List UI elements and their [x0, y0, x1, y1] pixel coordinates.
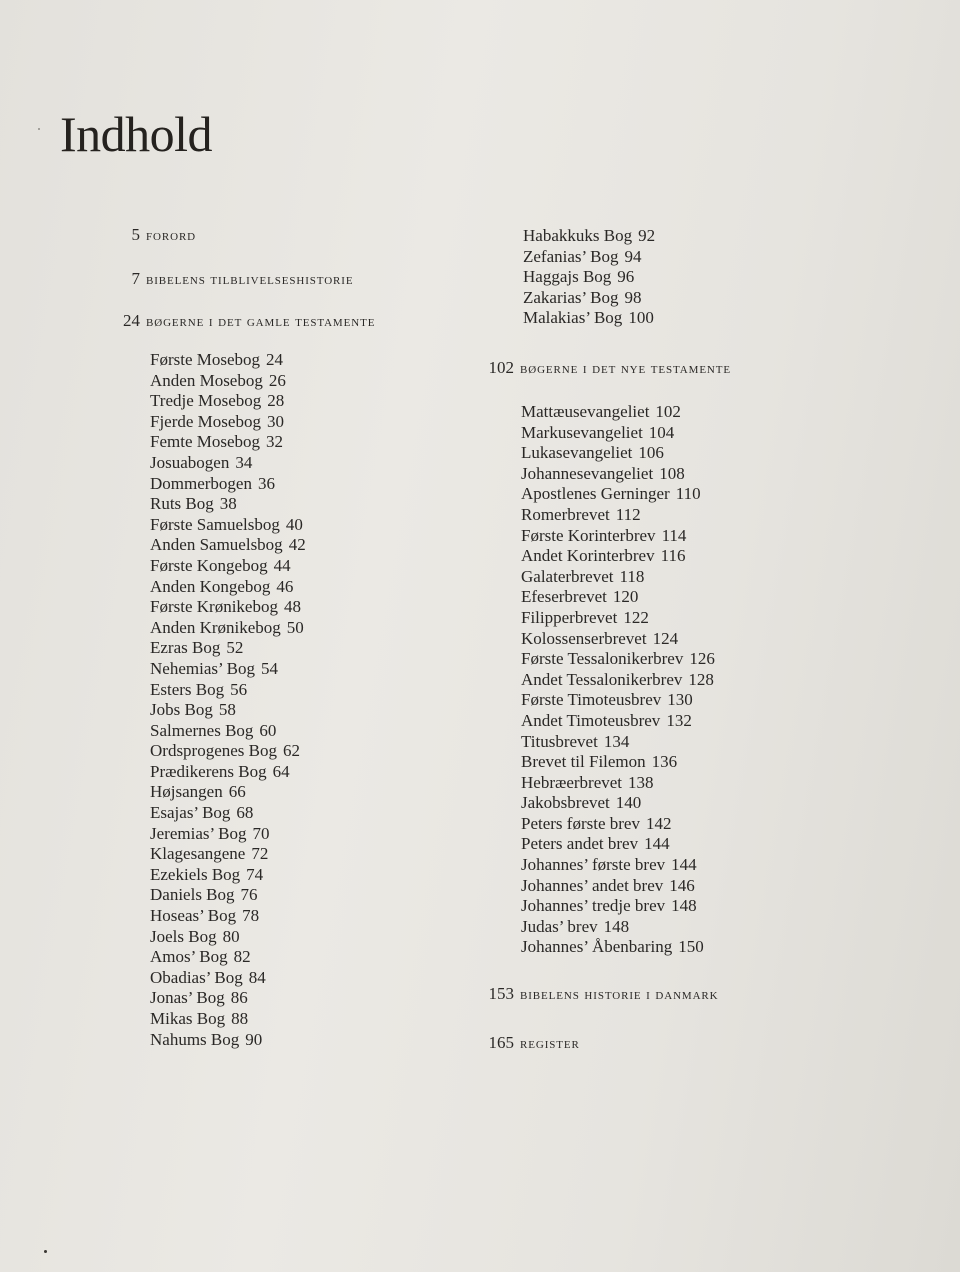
- toc-entry-page: 120: [612, 587, 639, 607]
- toc-entry-title: Daniels Bog: [150, 885, 235, 905]
- toc-entry-page: 46: [276, 576, 294, 596]
- toc-entry-title: Mattæusevangeliet: [521, 402, 650, 421]
- toc-entry-page: 118: [619, 566, 645, 586]
- toc-entry: [150, 391, 306, 412]
- toc-entry-page: 82: [233, 947, 251, 967]
- toc-entry: [521, 608, 715, 629]
- toc-entry-title: Brevet til Filemon: [521, 752, 646, 772]
- toc-entry: [521, 484, 715, 505]
- toc-entry-page: 144: [671, 855, 697, 875]
- toc-entry-page: 138: [628, 772, 654, 792]
- toc-entry-page: 112: [615, 504, 641, 524]
- toc-entry: [521, 567, 715, 588]
- toc-entry-page: 34: [235, 452, 253, 472]
- toc-entry-page: 26: [268, 370, 286, 390]
- toc-entry: [523, 288, 655, 309]
- toc-entry-title: Dommerbogen: [150, 473, 252, 493]
- toc-entry-page: 38: [219, 494, 237, 514]
- toc-entry: [150, 515, 306, 536]
- toc-entry: [150, 618, 306, 639]
- toc-entry-title: Salmernes Bog: [150, 720, 254, 740]
- section-page-number: 153: [488, 984, 514, 1003]
- toc-entry-page: 130: [667, 690, 693, 710]
- toc-entry-page: 70: [252, 823, 270, 843]
- old-testament-list-continued: [523, 226, 655, 329]
- toc-entry-title: Højsangen: [150, 782, 223, 802]
- toc-entry-page: 140: [615, 793, 642, 813]
- toc-entry-page: 150: [678, 937, 704, 957]
- toc-entry-page: 98: [624, 287, 642, 307]
- toc-entry: [521, 732, 715, 753]
- toc-entry-page: 60: [259, 720, 277, 740]
- toc-entry: [521, 711, 715, 732]
- section-register: [470, 1032, 580, 1054]
- toc-entry-title: Zefanias’ Bog: [523, 246, 619, 266]
- toc-entry-page: 72: [251, 844, 269, 864]
- toc-entry: [521, 505, 715, 526]
- toc-entry-page: 44: [273, 555, 291, 575]
- section-bibelens-historie: [470, 983, 719, 1005]
- toc-entry-title: Femte Mosebog: [150, 432, 261, 452]
- toc-entry-title: Nehemias’ Bog: [150, 658, 255, 678]
- toc-entry: [150, 947, 306, 968]
- toc-entry-page: 54: [260, 658, 278, 678]
- toc-entry-page: 106: [638, 443, 664, 463]
- section-label: bibelens tilblivelseshistorie: [146, 272, 354, 288]
- toc-entry-page: 88: [231, 1009, 249, 1028]
- toc-entry: [521, 629, 715, 650]
- paper-speck: [44, 1250, 47, 1253]
- toc-entry: [150, 556, 306, 577]
- toc-entry: [150, 865, 306, 886]
- toc-entry-page: 144: [644, 834, 670, 854]
- toc-entry: [150, 577, 306, 598]
- toc-entry: [521, 876, 715, 897]
- toc-entry-title: Amos’ Bog: [150, 947, 228, 967]
- toc-entry-page: 136: [651, 752, 678, 772]
- toc-entry: [150, 535, 306, 556]
- toc-entry-page: 80: [222, 926, 240, 946]
- toc-entry-page: 52: [226, 638, 244, 658]
- toc-entry-page: 90: [245, 1029, 263, 1049]
- toc-entry-title: Judas’ brev: [521, 916, 598, 936]
- toc-entry-page: 104: [648, 422, 675, 442]
- toc-entry-page: 148: [671, 896, 697, 916]
- toc-entry-page: 116: [660, 546, 686, 566]
- toc-entry-title: Markusevangeliet: [521, 422, 643, 442]
- toc-entry-page: 24: [266, 350, 284, 369]
- toc-entry: [150, 432, 306, 453]
- toc-entry-page: 76: [240, 885, 258, 905]
- toc-entry: [521, 402, 715, 423]
- toc-entry: [150, 927, 306, 948]
- toc-entry-page: 74: [246, 864, 264, 884]
- toc-entry-title: Apostlenes Gerninger: [521, 484, 670, 504]
- toc-entry-page: 92: [638, 226, 656, 245]
- toc-entry: [150, 474, 306, 495]
- toc-entry-title: Anden Samuelsbog: [150, 535, 283, 555]
- toc-entry-page: 108: [659, 463, 685, 483]
- toc-entry-page: 134: [603, 731, 630, 751]
- new-testament-list: [521, 402, 715, 958]
- toc-entry-title: Anden Kongebog: [150, 576, 271, 596]
- toc-entry-page: 110: [675, 484, 701, 504]
- toc-entry: [523, 226, 655, 247]
- toc-entry-title: Fjerde Mosebog: [150, 411, 261, 431]
- toc-entry-title: Johannes’ første brev: [521, 855, 666, 875]
- toc-entry-title: Johannes’ andet brev: [521, 875, 664, 895]
- toc-entry: [523, 247, 655, 268]
- toc-entry: [150, 453, 306, 474]
- toc-entry-title: Hoseas’ Bog: [150, 906, 237, 926]
- toc-entry: [521, 773, 715, 794]
- toc-entry-title: Efeserbrevet: [521, 587, 607, 607]
- toc-entry-title: Zakarias’ Bog: [523, 287, 619, 307]
- toc-entry-title: Tredje Mosebog: [150, 391, 262, 411]
- section-label: forord: [146, 228, 197, 244]
- toc-entry-title: Obadias’ Bog: [150, 967, 243, 987]
- toc-entry-page: 128: [688, 669, 714, 689]
- toc-entry-page: 36: [257, 473, 275, 493]
- toc-entry-page: 50: [286, 617, 304, 637]
- toc-entry-title: Titusbrevet: [521, 731, 598, 751]
- toc-entry: [150, 782, 306, 803]
- toc-entry-title: Klagesangene: [150, 844, 246, 864]
- toc-entry: [521, 814, 715, 835]
- toc-entry: [150, 659, 306, 680]
- toc-entry: [150, 741, 306, 762]
- toc-entry: [521, 937, 715, 958]
- toc-entry-title: Hebræerbrevet: [521, 772, 623, 792]
- toc-entry: [521, 526, 715, 547]
- toc-entry-page: 146: [669, 875, 695, 895]
- toc-entry-title: Anden Mosebog: [150, 370, 263, 390]
- toc-entry-title: Haggajs Bog: [523, 267, 612, 287]
- toc-entry-title: Jeremias’ Bog: [150, 823, 247, 843]
- toc-entry-page: 32: [266, 432, 284, 452]
- toc-entry-title: Første Tessalonikerbrev: [521, 649, 684, 669]
- toc-entry: [521, 443, 715, 464]
- section-label: bibelens historie i danmark: [520, 987, 719, 1003]
- old-testament-list: [150, 350, 306, 1050]
- toc-entry-title: Malakias’ Bog: [523, 308, 623, 328]
- toc-entry-page: 48: [283, 597, 301, 617]
- toc-entry-title: Galaterbrevet: [521, 566, 614, 586]
- toc-entry-title: Prædikerens Bog: [150, 761, 267, 781]
- section-page-number: 7: [131, 269, 140, 288]
- toc-entry-title: Andet Timoteusbrev: [521, 710, 661, 730]
- toc-entry-page: 94: [624, 246, 642, 266]
- section-forord: [100, 224, 196, 246]
- toc-entry-page: 126: [689, 649, 715, 669]
- toc-entry-page: 86: [230, 988, 248, 1008]
- toc-entry-title: Johannesevangeliet: [521, 463, 654, 483]
- toc-entry: [150, 762, 306, 783]
- toc-entry: [521, 649, 715, 670]
- toc-entry-page: 114: [661, 525, 687, 545]
- toc-entry: [521, 855, 715, 876]
- toc-entry-page: 62: [283, 741, 301, 761]
- toc-entry-title: Ruts Bog: [150, 494, 214, 514]
- toc-entry: [521, 464, 715, 485]
- toc-entry: [521, 546, 715, 567]
- toc-entry-title: Romerbrevet: [521, 504, 610, 524]
- toc-entry-title: Anden Krønikebog: [150, 617, 281, 637]
- toc-entry-title: Ezras Bog: [150, 638, 221, 658]
- toc-entry-page: 102: [655, 402, 681, 421]
- toc-entry-title: Andet Korinterbrev: [521, 546, 655, 566]
- toc-entry-title: Ezekiels Bog: [150, 864, 241, 884]
- toc-entry-page: 68: [236, 803, 254, 823]
- toc-entry: [150, 988, 306, 1009]
- section-gamle-testamente: [100, 310, 375, 332]
- section-page-number: 165: [488, 1033, 514, 1052]
- toc-entry-title: Første Kongebog: [150, 555, 268, 575]
- section-nye-testamente: [470, 357, 731, 379]
- section-page-number: 24: [123, 311, 140, 330]
- toc-entry-page: 58: [218, 700, 236, 720]
- toc-entry-title: Første Korinterbrev: [521, 525, 656, 545]
- section-page-number: 5: [131, 225, 140, 244]
- toc-entry-page: 64: [272, 761, 290, 781]
- toc-entry-page: 66: [228, 782, 246, 802]
- toc-entry-title: Josuabogen: [150, 452, 230, 472]
- toc-entry: [521, 423, 715, 444]
- toc-entry-title: Første Mosebog: [150, 350, 261, 369]
- page-title: Indhold: [60, 106, 213, 162]
- toc-entry: [521, 896, 715, 917]
- toc-entry: [150, 700, 306, 721]
- toc-entry-title: Jobs Bog: [150, 700, 213, 720]
- toc-entry: [150, 350, 306, 371]
- toc-entry: [150, 968, 306, 989]
- toc-entry: [150, 885, 306, 906]
- toc-entry-title: Ordsprogenes Bog: [150, 741, 278, 761]
- paper-speck: [38, 128, 40, 130]
- section-tilblivelse: [100, 268, 353, 290]
- toc-entry-title: Første Timoteusbrev: [521, 690, 662, 710]
- toc-entry: [150, 494, 306, 515]
- toc-entry-title: Habakkuks Bog: [523, 226, 633, 245]
- toc-entry: [150, 824, 306, 845]
- toc-entry-title: Johannes’ tredje brev: [521, 896, 666, 916]
- toc-entry-title: Esajas’ Bog: [150, 803, 231, 823]
- toc-entry-page: 40: [285, 514, 303, 534]
- toc-entry-title: Nahums Bog: [150, 1029, 240, 1049]
- toc-entry-page: 30: [266, 411, 284, 431]
- toc-entry-page: 142: [645, 813, 672, 833]
- toc-entry: [150, 371, 306, 392]
- toc-entry: [150, 906, 306, 927]
- toc-entry: [150, 1030, 306, 1051]
- toc-entry-page: 148: [603, 916, 630, 936]
- toc-entry: [523, 267, 655, 288]
- toc-entry-title: Peters første brev: [521, 813, 640, 833]
- section-label: bøgerne i det nye testamente: [520, 361, 732, 377]
- toc-entry: [521, 752, 715, 773]
- toc-entry-title: Kolossenserbrevet: [521, 628, 647, 648]
- toc-entry-title: Johannes’ Åbenbaring: [521, 937, 673, 957]
- toc-entry: [521, 690, 715, 711]
- toc-entry-page: 28: [267, 391, 285, 411]
- toc-entry-page: 132: [666, 710, 692, 730]
- toc-entry: [150, 412, 306, 433]
- toc-entry: [150, 844, 306, 865]
- toc-entry-page: 78: [242, 906, 260, 926]
- toc-entry: [521, 670, 715, 691]
- toc-entry-page: 56: [230, 679, 248, 699]
- toc-entry: [523, 308, 655, 329]
- toc-entry: [150, 721, 306, 742]
- toc-entry-title: Lukasevangeliet: [521, 443, 633, 463]
- toc-entry-title: Jonas’ Bog: [150, 988, 225, 1008]
- toc-entry: [521, 917, 715, 938]
- toc-entry-title: Mikas Bog: [150, 1009, 226, 1028]
- toc-entry-page: 100: [628, 308, 654, 328]
- toc-entry-page: 84: [248, 967, 266, 987]
- toc-entry-title: Første Krønikebog: [150, 597, 278, 617]
- toc-entry-page: 96: [617, 267, 635, 287]
- toc-entry: [150, 803, 306, 824]
- section-page-number: 102: [488, 358, 514, 377]
- toc-entry: [521, 793, 715, 814]
- toc-entry-title: Peters andet brev: [521, 834, 639, 854]
- toc-entry-title: Joels Bog: [150, 926, 217, 946]
- toc-entry-page: 42: [288, 535, 306, 555]
- toc-entry: [521, 834, 715, 855]
- toc-entry: [150, 1009, 306, 1030]
- toc-entry: [521, 587, 715, 608]
- toc-entry-title: Esters Bog: [150, 679, 225, 699]
- toc-entry-title: Jakobsbrevet: [521, 793, 610, 813]
- toc-entry-title: Første Samuelsbog: [150, 514, 280, 534]
- toc-entry-title: Filipperbrevet: [521, 607, 618, 627]
- toc-entry-page: 122: [623, 607, 649, 627]
- toc-entry: [150, 597, 306, 618]
- toc-entry-title: Andet Tessalonikerbrev: [521, 669, 683, 689]
- section-label: register: [520, 1036, 580, 1052]
- toc-entry: [150, 680, 306, 701]
- section-label: bøgerne i det gamle testamente: [146, 314, 376, 330]
- toc-entry-page: 124: [652, 628, 679, 648]
- toc-entry: [150, 638, 306, 659]
